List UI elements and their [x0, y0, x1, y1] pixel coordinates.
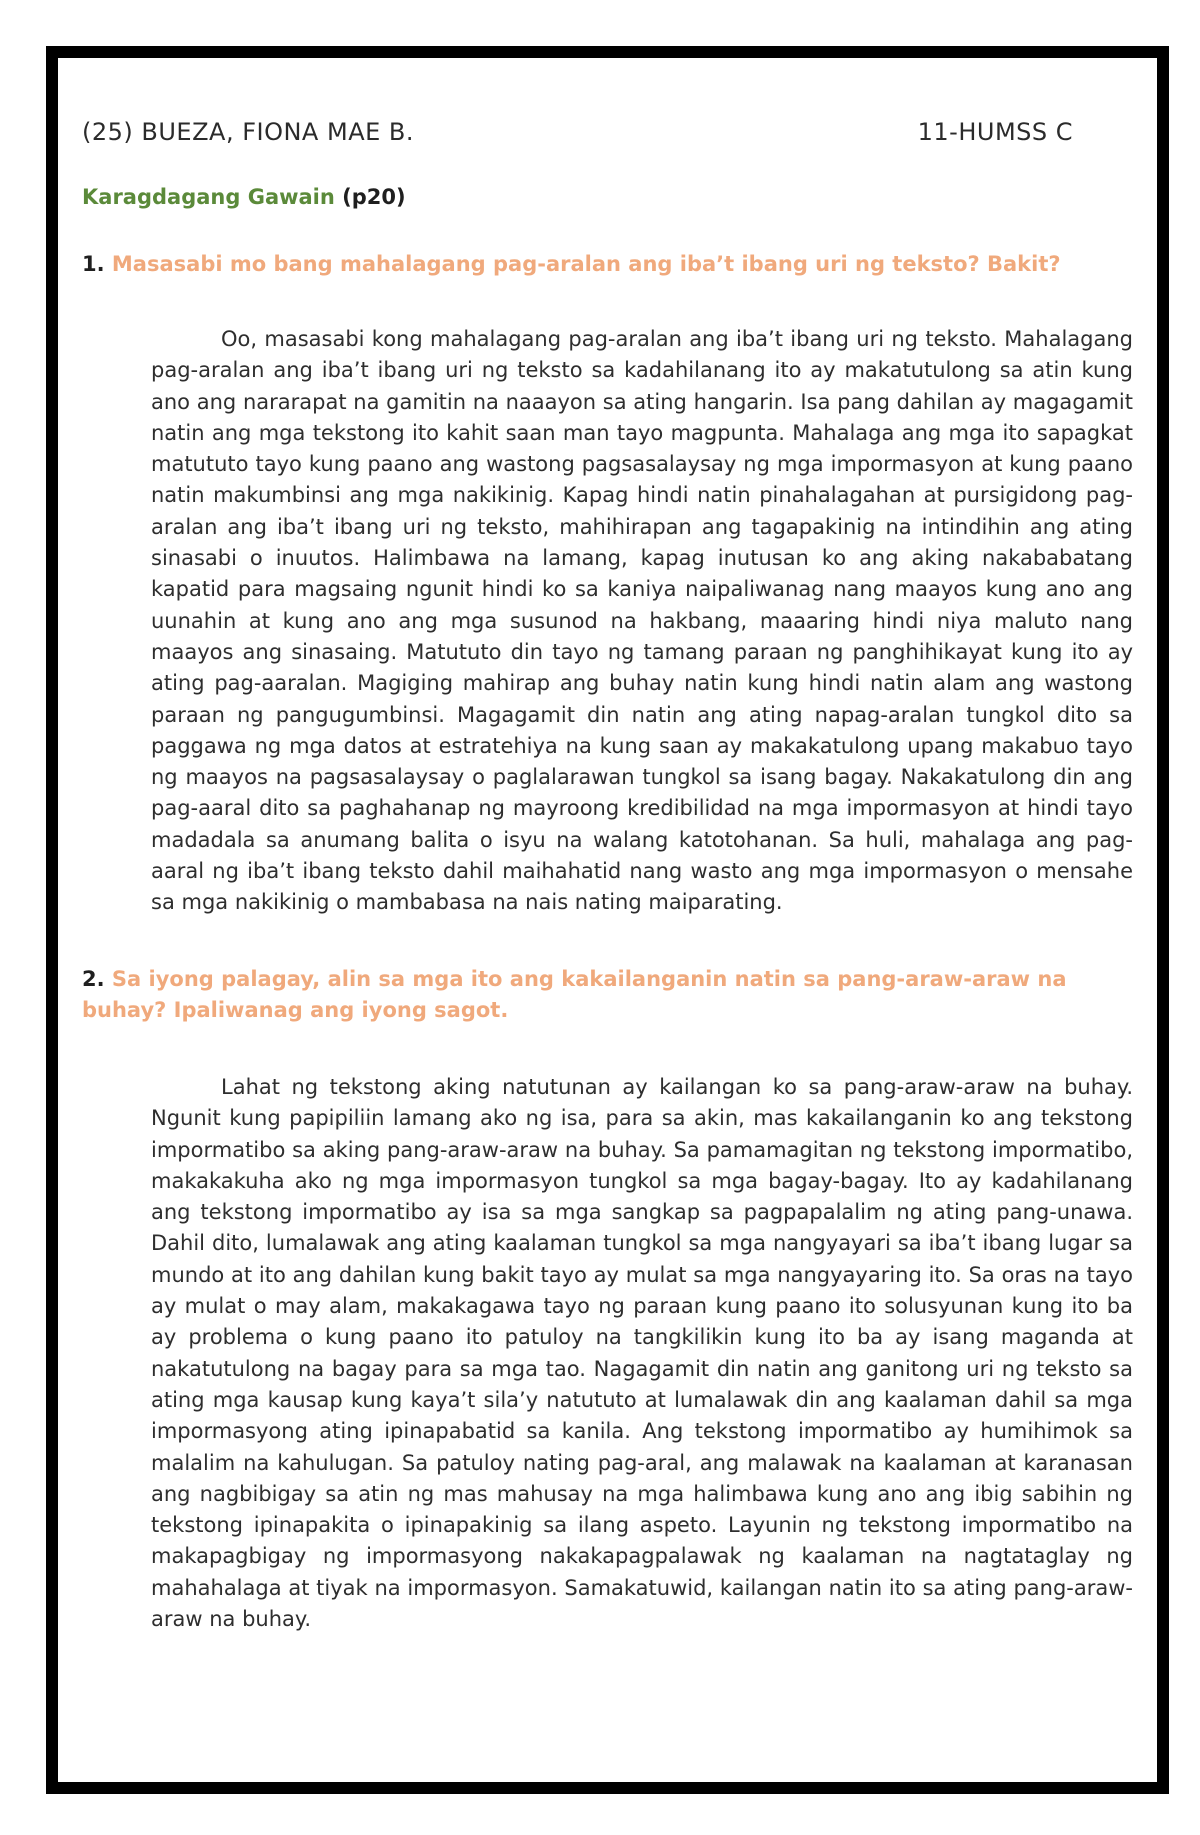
page-reference: (p20)	[342, 185, 406, 209]
question-text: Masasabi mo bang mahalagang pag-aralan ang iba’t ibang uri ng teksto? Bakit?	[111, 252, 1061, 276]
document-header	[82, 118, 1133, 154]
question-2	[82, 964, 1133, 1026]
answer-1: Oo, masasabi kong mahalagang pag-aralan ang iba’t ibang uri ng teksto. Mahalagang pag-aralan ang iba’t ibang uri ng teksto sa kadahilanang ito ay makatutulong sa atin kung ano ang nararapat na gamitin na naaayon sa ating hangarin. Isa pang dahilan ay magagamit natin ang mga tekstong ito kahit saan man tayo magpunta. Mahalaga ang mga ito sapagkat matututo tayo kung paano ang wastong pagsasalaysay ng mga impormasyon at kung paano natin makumbinsi ang mga nakikinig. Kapag hindi natin pinahalagahan at pursigidong pag-aralan ang iba’t ibang uri ng teksto, mahihirapan ang tagapakinig na intindihin ang ating sinasabi o inuutos. Halimbawa na lamang, kapag inutusan ko ang aking nakababatang kapatid para magsaing ngunit hindi ko sa kaniya naipaliwanag nang maayos kung ano ang uunahin at kung ano ang mga susunod na hakbang, maaaring hindi niya maluto nang maayos ang sinasaing. Matututo din tayo ng tamang paraan ng panghihikayat kung ito ay ating pag-aaralan. Magiging mahirap ang buhay natin kung hindi natin alam ang wastong paraan ng pangugumbinsi. Magagamit din natin ang ating napag-aralan tungkol dito sa paggawa ng mga datos at estratehiya na kung saan ay makakatulong upang makabuo tayo ng maayos na pagsasalaysay o paglalarawan tungkol sa isang bagay. Nakakatulong din ang pag-aaral dito sa paghahanap ng mayroong kredibilidad na mga impormasyon at hindi tayo madadala sa anumang balita o isyu na walang katotohanan. Sa huli, mahalaga ang pag-aaral ng iba’t ibang teksto dahil maihahatid nang wasto ang mga impormasyon o mensahe sa mga nakikinig o mambabasa na nais nating maiparating.	[151, 327, 1133, 915]
student-name: (25) BUEZA, FIONA MAE B.	[82, 118, 414, 146]
class-section: 11-HUMSS C	[917, 118, 1073, 146]
question-number: 2.	[82, 967, 105, 991]
page-border	[46, 46, 1169, 1794]
question-text: Sa iyong palagay, alin sa mga ito ang kakailanganin natin sa pang-araw-araw na buhay? Ipaliwanag ang iyong sagot.	[82, 967, 1067, 1022]
activity-name: Karagdagang Gawain	[82, 185, 335, 209]
question-1	[82, 249, 1133, 280]
answer-2: Lahat ng tekstong aking natutunan ay kailangan ko sa pang-araw-araw na buhay. Ngunit kung papipiliin lamang ako ng isa, para sa akin, mas kakailanganin ko ang tekstong impormatibo sa aking pang-araw-araw na buhay. Sa pamamagitan ng tekstong impormatibo, makakakuha ako ng mga impormasyon tungkol sa mga bagay-bagay. Ito ay kadahilanang ang tekstong impormatibo ay isa sa mga sangkap sa pagpapalalim ng ating pang-unawa. Dahil dito, lumalawak ang ating kaalaman tungkol sa mga nangyayari sa iba’t ibang lugar sa mundo at ito ang dahilan kung bakit tayo ay mulat sa mga nangyayaring ito. Sa oras na tayo ay mulat o may alam, makakagawa tayo ng paraan kung paano ito solusyunan kung ito ba ay problema o kung paano ito patuloy na tangkilikin kung ito ba ay isang maganda at nakatutulong na bagay para sa mga tao. Nagagamit din natin ang ganitong uri ng teksto sa ating mga kausap kung kaya’t sila’y natututo at lumalawak din ang kaalaman dahil sa mga impormasyong ating ipinapabatid sa kanila. Ang tekstong impormatibo ay humihimok sa malalim na kahulugan. Sa patuloy nating pag-aral, ang malawak na kaalaman at karanasan ang nagbibigay sa atin ng mas mahusay na mga halimbawa kung ano ang ibig sabihin ng tekstong ipinapakita o ipinapakinig sa ilang aspeto. Layunin ng tekstong impormatibo na makapagbigay ng impormasyong nakakapagpalawak ng kaalaman na nagtataglay ng mahahalaga at tiyak na impormasyon. Samakatuwid, kailangan natin ito sa ating pang-araw-araw na buhay.	[151, 1075, 1133, 1632]
question-number: 1.	[82, 252, 105, 276]
activity-title	[82, 185, 406, 209]
